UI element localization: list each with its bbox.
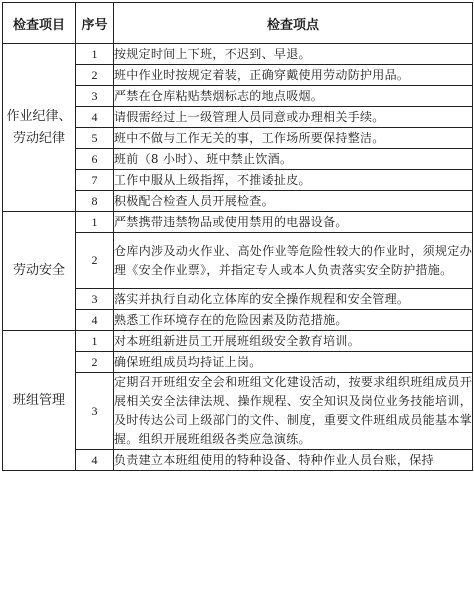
item-number: 6 xyxy=(76,149,114,170)
item-text: 对本班组新进员工开展班组级安全教育培训。 xyxy=(114,331,473,352)
item-number: 7 xyxy=(76,170,114,191)
item-text: 按规定时间上下班，不迟到、早退。 xyxy=(114,44,473,65)
category-cell: 作业纪律、劳动纪律 xyxy=(3,44,76,212)
item-number: 3 xyxy=(76,373,114,450)
item-text: 积极配合检查人员开展检查。 xyxy=(114,191,473,212)
item-text: 定期召开班组安全会和班组文化建设活动，按要求组织班组成员开展相关安全法律法规、操作规程、安全知识及岗位业务技能培训，及时传达公司上级部门的文件、制度，重要文件班组成员能基本掌握。组织开展班组级各类应急演练。 xyxy=(114,373,473,450)
item-number: 4 xyxy=(76,450,114,471)
header-number: 序号 xyxy=(76,3,114,44)
item-number: 1 xyxy=(76,44,114,65)
item-number: 2 xyxy=(76,352,114,373)
item-number: 1 xyxy=(76,212,114,233)
item-text: 工作中服从上级指挥，不推诿扯皮。 xyxy=(114,170,473,191)
item-text: 班前（8 小时）、班中禁止饮酒。 xyxy=(114,149,473,170)
item-text: 负责建立本班组使用的特种设备、特种作业人员台账，保持 xyxy=(114,450,473,471)
item-text: 班中作业时按规定着装，正确穿戴使用劳动防护用品。 xyxy=(114,65,473,86)
header-points: 检查项点 xyxy=(114,3,473,44)
item-text: 班中不做与工作无关的事，工作场所要保持整洁。 xyxy=(114,128,473,149)
item-number: 2 xyxy=(76,233,114,289)
item-text: 严禁在仓库粘贴禁烟标志的地点吸烟。 xyxy=(114,86,473,107)
item-number: 2 xyxy=(76,65,114,86)
item-number: 4 xyxy=(76,310,114,331)
item-text: 严禁携带违禁物品或使用禁用的电器设备。 xyxy=(114,212,473,233)
item-text: 请假需经过上一级管理人员同意或办理相关手续。 xyxy=(114,107,473,128)
item-number: 4 xyxy=(76,107,114,128)
item-text: 落实并执行自动化立体库的安全操作规程和安全管理。 xyxy=(114,289,473,310)
item-text: 熟悉工作环境存在的危险因素及防范措施。 xyxy=(114,310,473,331)
table-row xyxy=(3,212,473,233)
category-cell: 劳动安全 xyxy=(3,212,76,331)
item-number: 3 xyxy=(76,86,114,107)
header-row xyxy=(3,3,473,44)
item-number: 1 xyxy=(76,331,114,352)
table-row xyxy=(3,44,473,65)
category-cell: 班组管理 xyxy=(3,331,76,471)
item-number: 8 xyxy=(76,191,114,212)
table-row xyxy=(3,331,473,352)
item-text: 确保班组成员均持证上岗。 xyxy=(114,352,473,373)
item-text: 仓库内涉及动火作业、高处作业等危险性较大的作业时，须规定办理《安全作业票》，并指定专人或本人负责落实安全防护措施。 xyxy=(114,233,473,289)
header-category: 检查项目 xyxy=(3,3,76,44)
item-number: 5 xyxy=(76,128,114,149)
item-number: 3 xyxy=(76,289,114,310)
inspection-checklist-table xyxy=(2,2,473,471)
